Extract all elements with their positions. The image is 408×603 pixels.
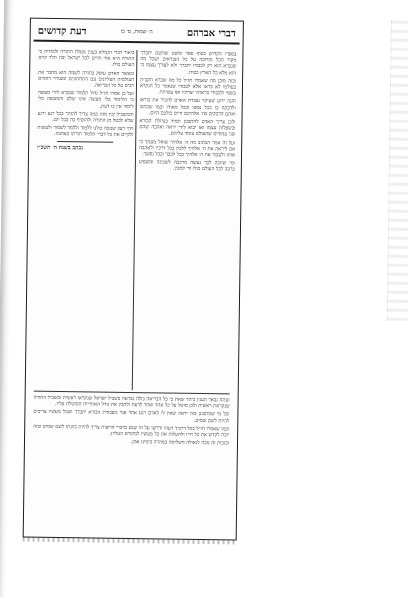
paragraph: והנה ידוע שעיקר עבודת האדם להכיר את בוראו ולדבקה בו בכל נפשו ובכל מאודו וכמו שכתוב ואתם הדבקים בה׳ אלהיכם חיים כולכם היום. — [139, 97, 236, 118]
paragraph: ועל כן אמרו חז״ל גדול תלמוד שמביא לידי מעשה כי הלימוד בלי מעשה אינו שלם והמעשה בלי לימוד אין בו דעת. — [37, 89, 134, 110]
header-title-right: דברי אברהם — [186, 27, 236, 39]
text-column-left — [34, 49, 135, 388]
header-issue: ה׳ שמות, ס׳ כו — [120, 28, 153, 36]
paragraph: ובזכות זה נזכה לגאולה השלימה במהרה בימינו אמן. — [130, 439, 230, 447]
paragraph: ביאור דברי הגמרא בענין מעלת התורה ולומדיה כי התורה היא אור וחיים לכל ישראל ובה תלוי קיום העולם כולו. — [38, 48, 135, 69]
paragraph: והמשכיל יבין מזה כמה צריך להזהר בכל רגע ורגע שלא לבטל מן התורה ולהוסיף בה בכל יום. — [37, 110, 134, 125]
header-title-left: דעת קדושים — [37, 25, 87, 37]
paragraph: ועתה נבאר הענין ביתר שאת כי כל הבריאה כולה נבראה בשביל ישראל שנקראו ראשית ובשביל התורה שנקראת ראשית ולכן מוטל על כל אחד ואחד לדעת ולהבין את גודל האחריות המוטלת עליו. — [33, 394, 230, 410]
section-divider — [57, 141, 113, 143]
paragraph: ויהי רצון שנזכה כולנו ללמוד וללמד לשמור ולעשות ולקיים את כל דברי תלמוד תורתו באהבה. — [37, 124, 134, 139]
paragraph: וכאשר האדם עוסק בתורה לשמה הוא מחבר את העולמות העליונים עם התחתונים ומעורר רחמים רבים על כל הבריאה. — [38, 69, 135, 90]
page-edge-shadow — [0, 0, 14, 597]
bottom-text-block — [32, 391, 230, 532]
paragraph: ולכן צריך האדם להתבונן תמיד בגדולת הבורא ובשפלות עצמו ואז יבוא לידי יראה ואהבה שהם שני עמודים שהעולם עומד עליהם. — [139, 118, 236, 138]
paragraph: ובזה מובן מה שאמרו חז״ל כל מה שברא הקב״ה בעולמו לא בראו אלא לכבודו שנאמר כל הנקרא בשמי ולכבודי בראתיו יצרתיו אף עשיתיו. — [139, 76, 237, 97]
paragraph: בספרו הקדוש בסוף ספר ומשם שהשם יתברך מקור הכל ומרובה על כל הנבראים ושכל מה שנברא הוא רק לכבודו יתברך ולא לצורך עצמו כי הוא מלא כל הארץ כבודו. — [140, 50, 237, 77]
bleed-through-text — [387, 21, 408, 321]
signature-line: נכתב בשנת ה׳ תשכ״ו — [37, 144, 83, 151]
newspaper-clipping — [23, 18, 244, 541]
paragraph: ומי שזוכה לכך נעשה מרכבה לשכינה ומשפיע ברכה לכל העולם כולו ודי למבין. — [138, 159, 235, 173]
paragraph: וכמו שאמרו חז״ל בכל דרכיך דעהו ודרשו על זה שגם בדברי הרשות צריך להיות כוונתו לשם שמים ובזה יזכה לקדש את כל חייו ולהעלות את כל מעשיו למקורם העליון. — [33, 423, 230, 439]
paragraph: ועל זה אמר הכתוב מה ה׳ אלהיך שואל מעמך כי אם ליראה את ה׳ אלהיך ללכת בכל דרכיו ולאהבה אותו ולעבוד את ה׳ אלהיך בכל לבבך ובכל נפשך. — [139, 138, 236, 159]
paragraph: וכל מי שמתבונן בזה יראה שאין לו לאדם רגע אחד פנוי מעבודת הבורא יתברך ושכל מעשיו צריכים להיות לשם שמים. — [33, 409, 230, 425]
clipping-header — [34, 22, 240, 45]
